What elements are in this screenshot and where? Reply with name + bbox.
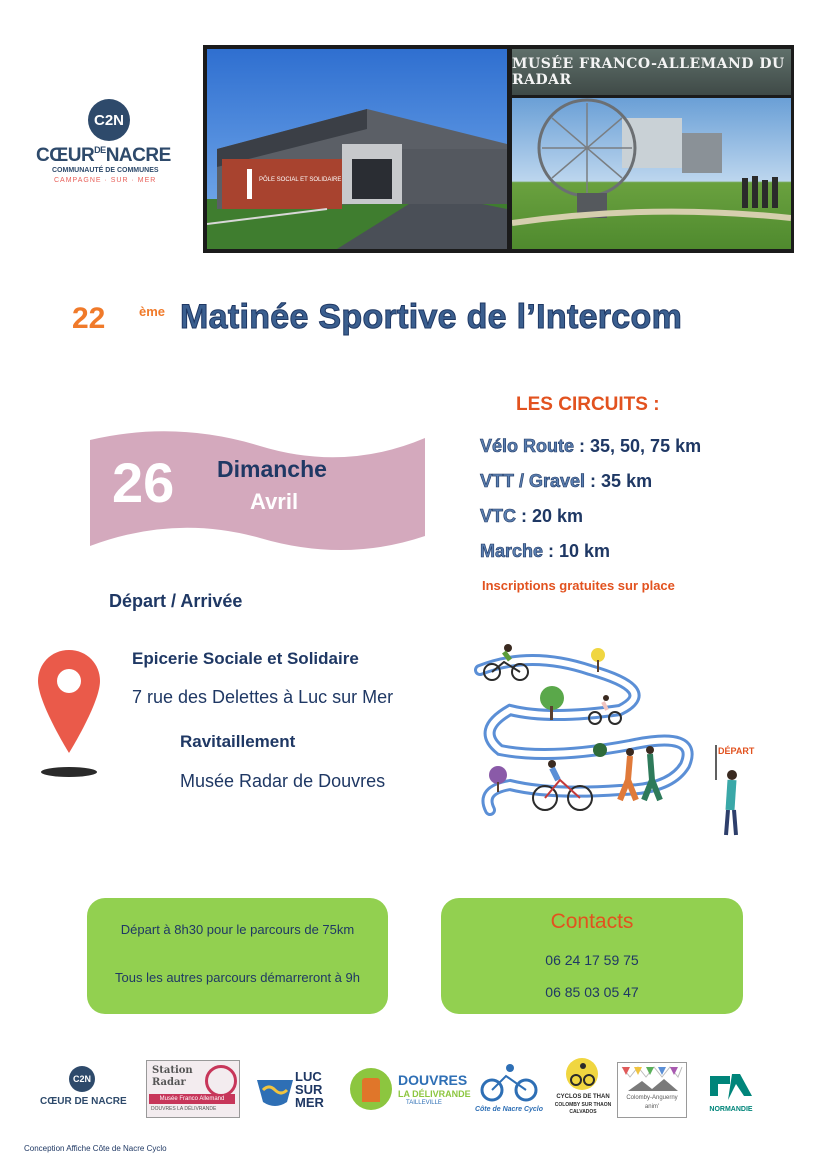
poster-credit: Conception Affiche Côte de Nacre Cyclo [24, 1144, 167, 1153]
photo-collage [203, 45, 794, 253]
radar-dish-icon [205, 1065, 237, 1097]
partner-station-radar-logo [146, 1060, 240, 1118]
thaon-line3: CALVADOS [569, 1109, 597, 1115]
schedule-box [87, 898, 388, 1014]
contact-phone-2[interactable]: 06 85 03 05 47 [545, 984, 639, 1000]
partner-c2n-mark: C2N [69, 1066, 95, 1092]
radar-museum-photo [512, 98, 791, 249]
circuit-vtc [480, 506, 583, 527]
douvres-line1: DOUVRES [398, 1072, 468, 1088]
map-pin-icon [36, 648, 102, 780]
thaon-line2: COLOMBY SUR THAON [554, 1102, 612, 1108]
douvres-emblem-icon [350, 1068, 392, 1110]
partner-luc-sur-mer-logo [255, 1058, 335, 1120]
circuit-vtt-gravel [480, 471, 652, 492]
radar-museum-sign [512, 49, 791, 95]
inscriptions-note: Inscriptions gratuites sur place [482, 578, 675, 593]
cyclo-name: Côte de Nacre Cyclo [474, 1106, 544, 1113]
circuit-label: Vélo Route [480, 436, 575, 456]
ravitaillement-heading: Ravitaillement [180, 732, 296, 751]
circuit-label: VTC [480, 506, 516, 526]
douvres-line2: LA DÉLIVRANDE [398, 1089, 471, 1099]
circuit-value: : 20 km [516, 506, 584, 526]
radar-line4: DOUVRES LA DÉLIVRANDE [151, 1106, 217, 1112]
partner-c2n-logo [38, 1058, 128, 1120]
page-title [72, 298, 772, 348]
flag-person-icon [716, 743, 760, 835]
cyclo-bike-icon [476, 1062, 542, 1102]
circuit-label: VTT / Gravel [480, 471, 586, 491]
date-banner [90, 428, 430, 563]
logo-subtitle: COMMUNAUTÉ DE COMMUNES [52, 167, 159, 174]
luc-line1: LUC [295, 1069, 322, 1084]
schedule-line-75km: Départ à 8h30 pour le parcours de 75km [120, 922, 355, 937]
logo-name-small: DE [94, 145, 106, 155]
thaon-emblem-icon [566, 1058, 598, 1090]
cycling-illustration [470, 640, 760, 840]
partner-douvres-logo [350, 1058, 471, 1120]
credit-agricole-icon [706, 1066, 756, 1104]
venue-address: 7 rue des Delettes à Luc sur Mer [132, 687, 394, 707]
logo-name-main: CŒUR [36, 145, 95, 166]
schedule-line-others: Tous les autres parcours démarreront à 9h [115, 970, 360, 985]
c2n-logo-mark: C2N [88, 99, 130, 141]
date-day-number: 26 [112, 451, 175, 514]
circuit-value: : 10 km [543, 541, 611, 561]
radar-line2: Radar [152, 1077, 186, 1088]
circuits-heading: LES CIRCUITS : [516, 394, 660, 415]
colomby-line2: anim' [644, 1104, 660, 1110]
contacts-heading: Contacts [550, 910, 634, 933]
circuit-marche [480, 541, 610, 562]
depart-flag-text: DÉPART [718, 746, 755, 756]
edition-suffix: ème [139, 304, 166, 319]
radar-line3: Musée Franco Allemand [149, 1094, 235, 1104]
contacts-box [441, 898, 743, 1014]
colomby-line1: Colomby-Anguerny [626, 1095, 678, 1101]
luc-line3: MER [295, 1095, 324, 1110]
radar-line1: Station [152, 1065, 193, 1076]
thaon-line1: CYCLOS DE THAN [556, 1094, 610, 1100]
logo-name [36, 145, 171, 167]
coeur-de-nacre-logo [30, 95, 190, 195]
circuit-velo-route [480, 436, 701, 457]
circuit-value: : 35 km [585, 471, 653, 491]
building-sign: PÔLE SOCIAL ET SOLIDAIRE [259, 177, 342, 183]
colomby-bunting-icon [618, 1063, 686, 1093]
partner-colomby-anguerny-logo [617, 1062, 687, 1118]
event-title: Matinée Sportive de l’Intercom [180, 298, 683, 336]
partner-cote-de-nacre-cyclo-logo [474, 1058, 544, 1120]
radar-museum-sign-text: MUSÉE FRANCO-ALLEMAND DU RADAR [512, 56, 785, 88]
circuit-value: : 35, 50, 75 km [574, 436, 702, 456]
date-weekday: Dimanche [217, 456, 327, 482]
credit-agricole-name: NORMANDIE [709, 1106, 753, 1113]
contact-phone-1[interactable]: 06 24 17 59 75 [545, 952, 639, 968]
depart-heading: Départ / Arrivée [109, 591, 243, 611]
logo-place: CAMPAGNE · SUR · MER [54, 177, 157, 184]
luc-wave-icon [255, 1072, 295, 1112]
luc-line2: SUR [295, 1082, 323, 1097]
circuit-label: Marche [480, 541, 544, 561]
partner-credit-agricole-logo [703, 1058, 759, 1120]
venue-name: Epicerie Sociale et Solidaire [132, 649, 359, 668]
douvres-line3: TAILLEVILLE [406, 1100, 442, 1106]
pole-social-building-photo [207, 49, 507, 249]
edition-number: 22 [72, 302, 106, 335]
logo-name-end: NACRE [105, 145, 171, 166]
date-month: Avril [250, 489, 299, 514]
partner-c2n-name: CŒUR DE NACRE [40, 1096, 127, 1107]
ravitaillement-place: Musée Radar de Douvres [180, 771, 386, 791]
partner-cyclos-thaon-logo [552, 1056, 614, 1118]
